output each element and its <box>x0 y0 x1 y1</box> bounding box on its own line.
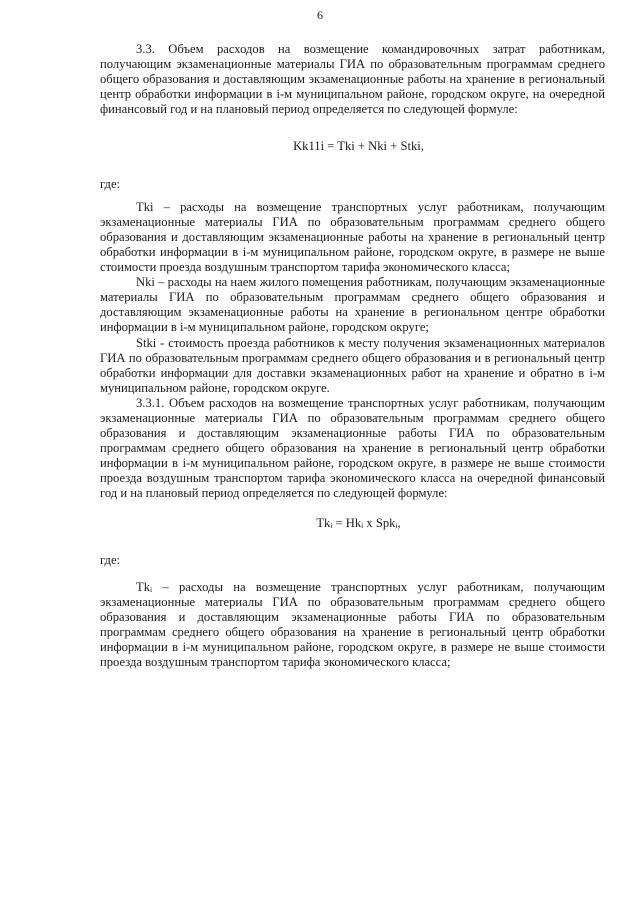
definition-tki: Tki – расходы на возмещение транспортных услуг работникам, получающим экзаменационные материалы ГИА по образовательным программам среднего общего образования и доставляющим экзаменационные работы на хранение в региональный центр обработки информации в i-м муниципальном районе, городском округе, в размере не выше стоимости проезда воздушным транспортом тарифа экономического класса; <box>100 199 605 275</box>
where-label-2: где: <box>100 552 121 567</box>
formula-kk11i: Kk11i = Tki + Nki + Stki, <box>293 139 424 154</box>
page-number: 6 <box>317 8 323 22</box>
paragraph-3-3-1: 3.3.1. Объем расходов на возмещение транспортных услуг работникам, получающим экзаменационные материалы ГИА по образовательным программам среднего общего образования и доставляющим экзаменационные работы ГИА по образовательным программам среднего общего образования на хранение в региональный центр обработки информации в i-м муниципальном районе, городском округе, в размере не выше стоимости проезда воздушным транспортом тарифа экономического класса на очередной финансовый год и на плановый период определяется по следующей формуле: <box>100 395 605 501</box>
definition-stki: Stki - стоимость проезда работников к месту получения экзаменационных материалов ГИА по образовательным программам среднего общего образования и в региональный центр обработки информации для доставки экзаменационных работ на хранение и обратно в i-м муниципальном районе, городском округе. <box>100 335 605 395</box>
where-label: где: <box>100 176 121 191</box>
definition-tki-2: Tkᵢ – расходы на возмещение транспортных услуг работникам, получающим экзаменационные материалы ГИА по образовательным программам среднего общего образования и доставляющим экзаменационные работы ГИА по образовательным программам среднего общего образования на хранение в региональный центр обработки информации в i-м муниципальном районе, городском округе, в размере не выше стоимости проезда воздушным транспортом тарифа экономического класса; <box>100 579 605 670</box>
paragraph-3-3: 3.3. Объем расходов на возмещение командировочных затрат работникам, получающим экзаменационные материалы ГИА по образовательным программам среднего общего образования и доставляющим экзаменационные работы на хранение в региональный центр обработки информации в i-м муниципальном районе, городском округе, на очередной финансовый год и на плановый период определяется по следующей формуле: <box>100 42 605 117</box>
definition-nki: Nki – расходы на наем жилого помещения работникам, получающим экзаменационные материалы ГИА по образовательным программам среднего общего образования и доставляющим экзаменационные работы на хранение в региональном центре обработки информации в i-м муниципальном районе, городском округе; <box>100 275 605 335</box>
document-body <box>100 42 605 670</box>
formula-tki: Tkᵢ = Hkᵢ x Spkᵢ, <box>316 515 401 530</box>
